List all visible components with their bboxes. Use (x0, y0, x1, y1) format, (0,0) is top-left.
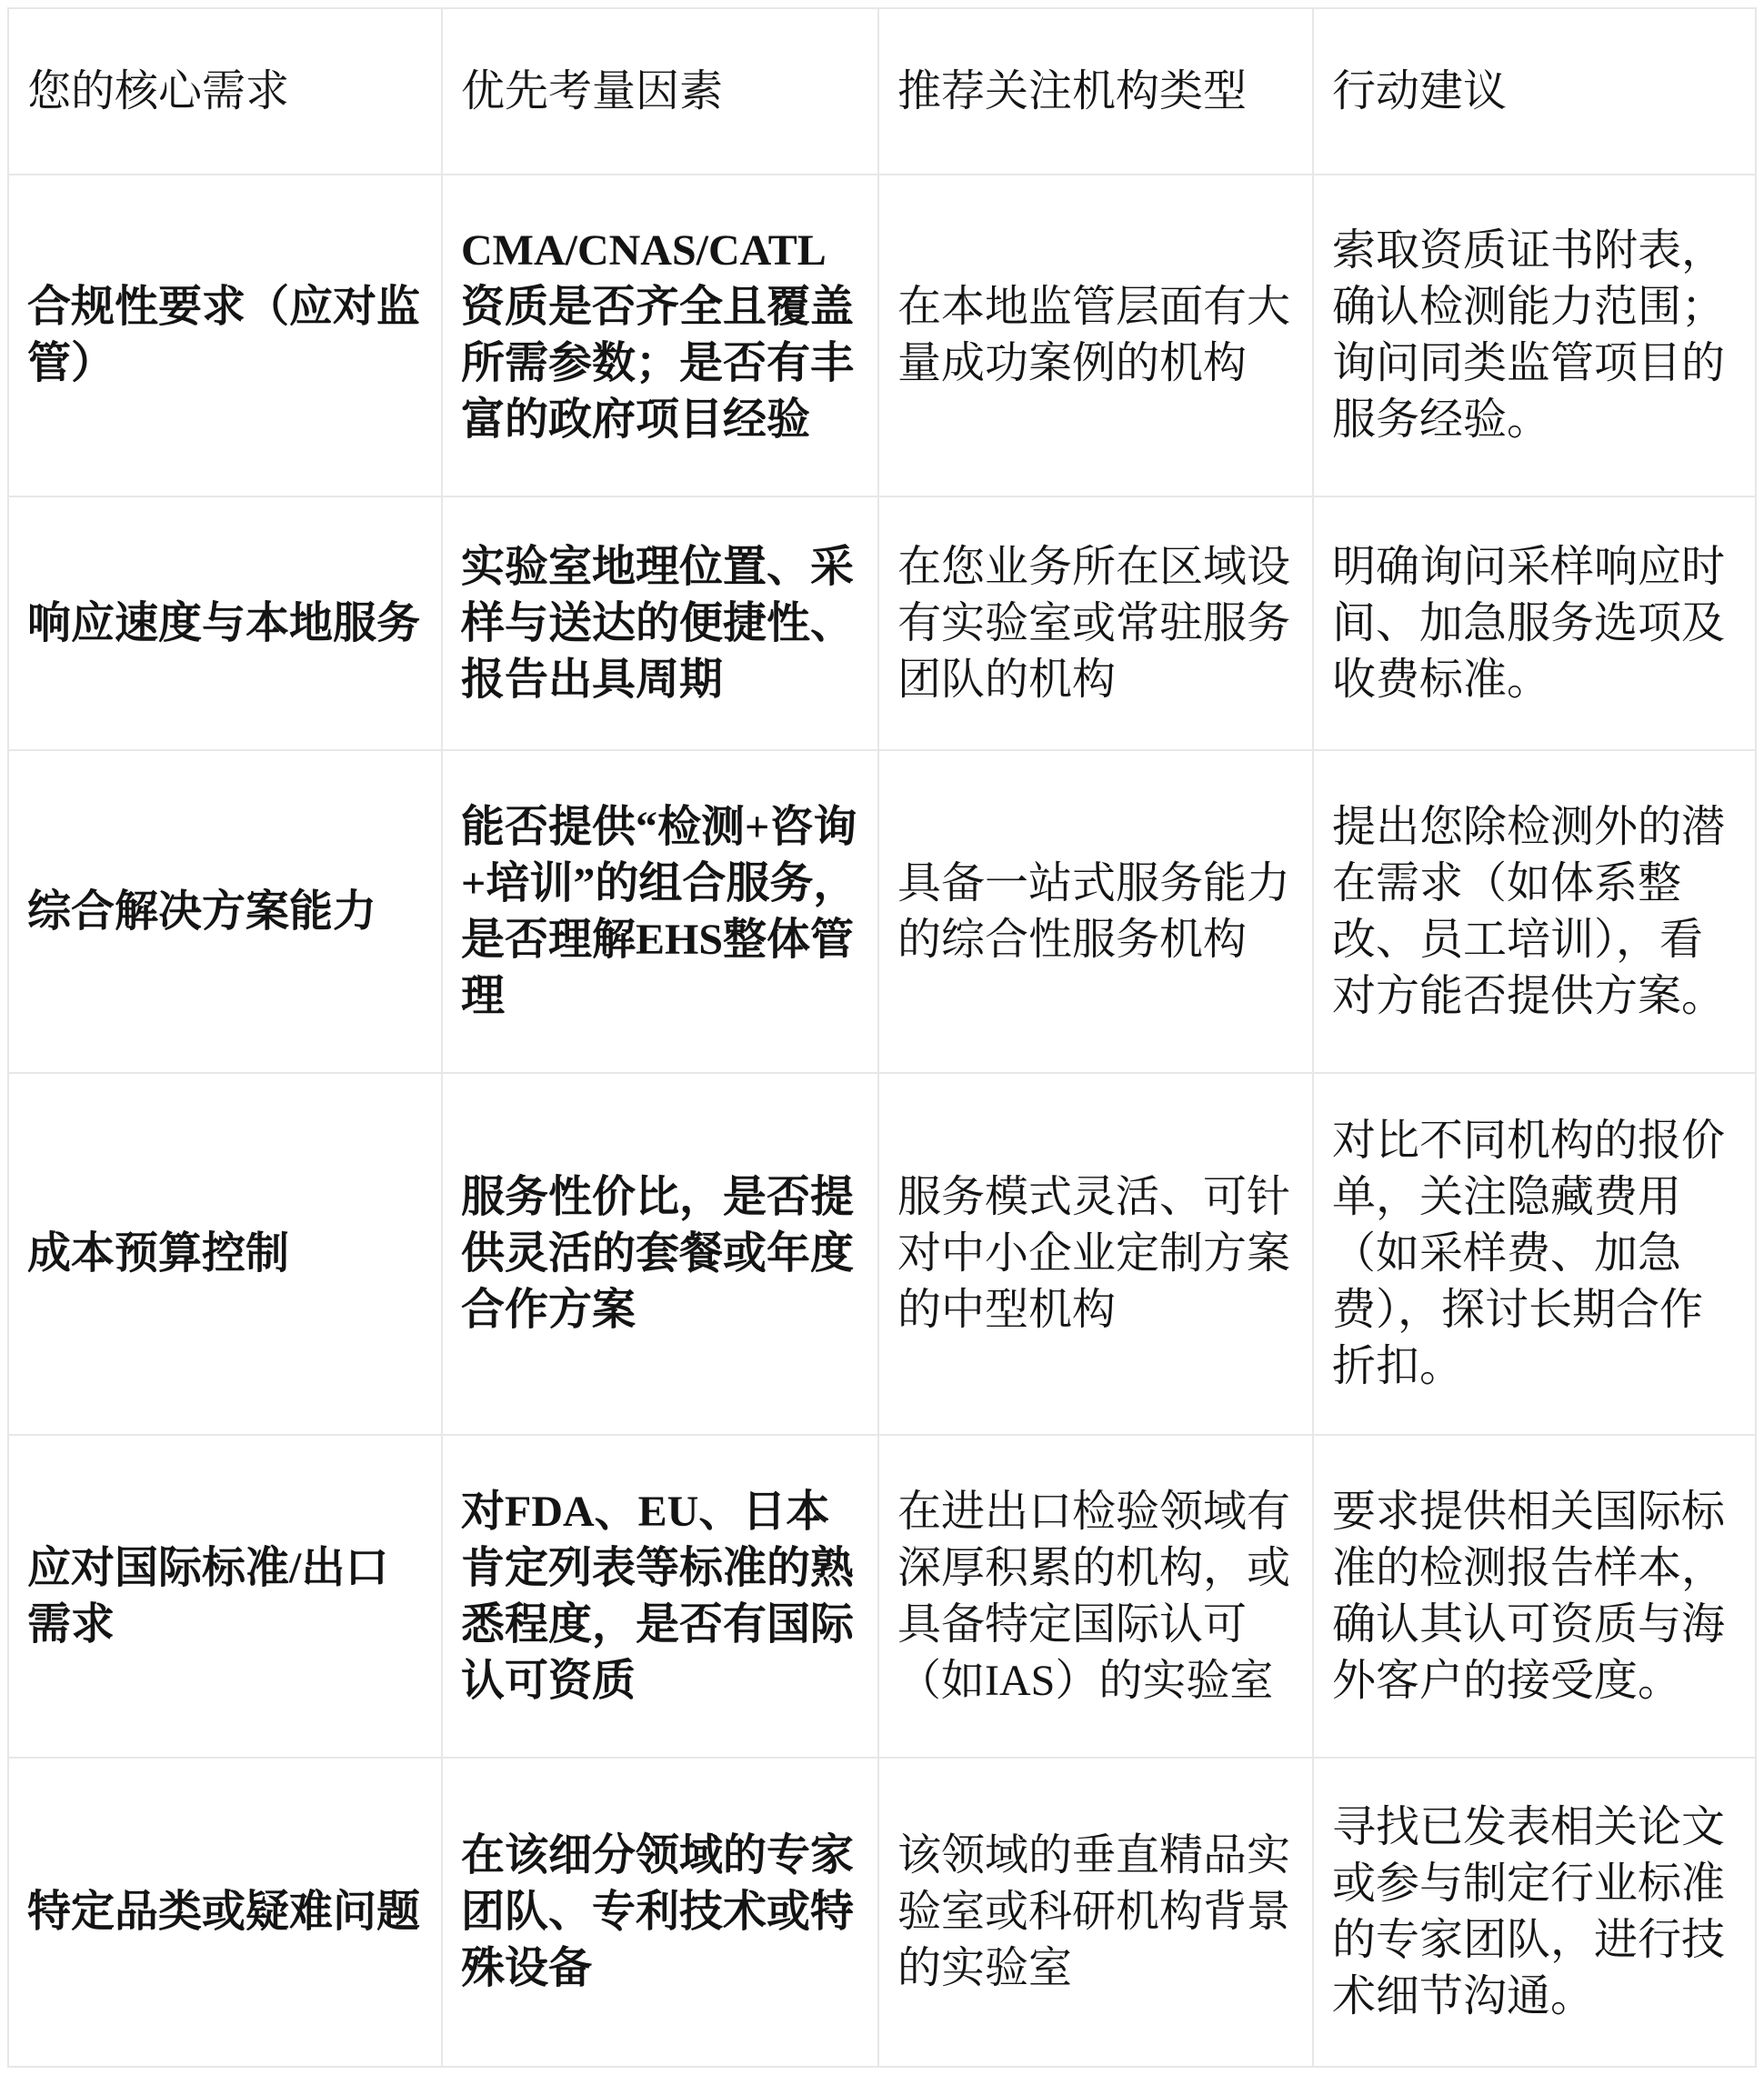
cell-factors: 对FDA、EU、日本肯定列表等标准的熟悉程度，是否有国际认可资质 (442, 1435, 878, 1758)
cell-action: 对比不同机构的报价单，关注隐藏费用（如采样费、加急费），探讨长期合作折扣。 (1313, 1073, 1756, 1435)
header-cell-factors: 优先考量因素 (442, 8, 878, 175)
cell-factors: 服务性价比，是否提供灵活的套餐或年度合作方案 (442, 1073, 878, 1435)
cell-need: 合规性要求（应对监管） (8, 175, 442, 496)
cell-action: 明确询问采样响应时间、加急服务选项及收费标准。 (1313, 496, 1756, 750)
cell-factors: 实验室地理位置、采样与送达的便捷性、报告出具周期 (442, 496, 878, 750)
cell-need: 成本预算控制 (8, 1073, 442, 1435)
cell-factors: CMA/CNAS/CATL资质是否齐全且覆盖所需参数；是否有丰富的政府项目经验 (442, 175, 878, 496)
table-row (8, 1758, 1756, 2067)
cell-action: 提出您除检测外的潜在需求（如体系整改、员工培训），看对方能否提供方案。 (1313, 750, 1756, 1073)
table-header (8, 8, 1756, 175)
cell-factors: 能否提供“检测+咨询+培训”的组合服务，是否理解EHS整体管理 (442, 750, 878, 1073)
header-cell-org-type: 推荐关注机构类型 (878, 8, 1313, 175)
cell-need: 应对国际标准/出口需求 (8, 1435, 442, 1758)
header-cell-need: 您的核心需求 (8, 8, 442, 175)
table-row (8, 496, 1756, 750)
cell-need: 响应速度与本地服务 (8, 496, 442, 750)
requirements-comparison-table (7, 7, 1757, 2068)
cell-action: 索取资质证书附表，确认检测能力范围；询问同类监管项目的服务经验。 (1313, 175, 1756, 496)
cell-org-type: 服务模式灵活、可针对中小企业定制方案的中型机构 (878, 1073, 1313, 1435)
header-row (8, 8, 1756, 175)
header-cell-action: 行动建议 (1313, 8, 1756, 175)
cell-need: 特定品类或疑难问题 (8, 1758, 442, 2067)
table-row (8, 1073, 1756, 1435)
cell-org-type: 在本地监管层面有大量成功案例的机构 (878, 175, 1313, 496)
cell-need: 综合解决方案能力 (8, 750, 442, 1073)
table-row (8, 175, 1756, 496)
table-row (8, 750, 1756, 1073)
cell-org-type: 具备一站式服务能力的综合性服务机构 (878, 750, 1313, 1073)
cell-factors: 在该细分领域的专家团队、专利技术或特殊设备 (442, 1758, 878, 2067)
table-body (8, 175, 1756, 2067)
cell-action: 寻找已发表相关论文或参与制定行业标准的专家团队，进行技术细节沟通。 (1313, 1758, 1756, 2067)
cell-org-type: 在进出口检验领域有深厚积累的机构，或具备特定国际认可（如IAS）的实验室 (878, 1435, 1313, 1758)
cell-org-type: 该领域的垂直精品实验室或科研机构背景的实验室 (878, 1758, 1313, 2067)
cell-org-type: 在您业务所在区域设有实验室或常驻服务团队的机构 (878, 496, 1313, 750)
table-row (8, 1435, 1756, 1758)
cell-action: 要求提供相关国际标准的检测报告样本，确认其认可资质与海外客户的接受度。 (1313, 1435, 1756, 1758)
